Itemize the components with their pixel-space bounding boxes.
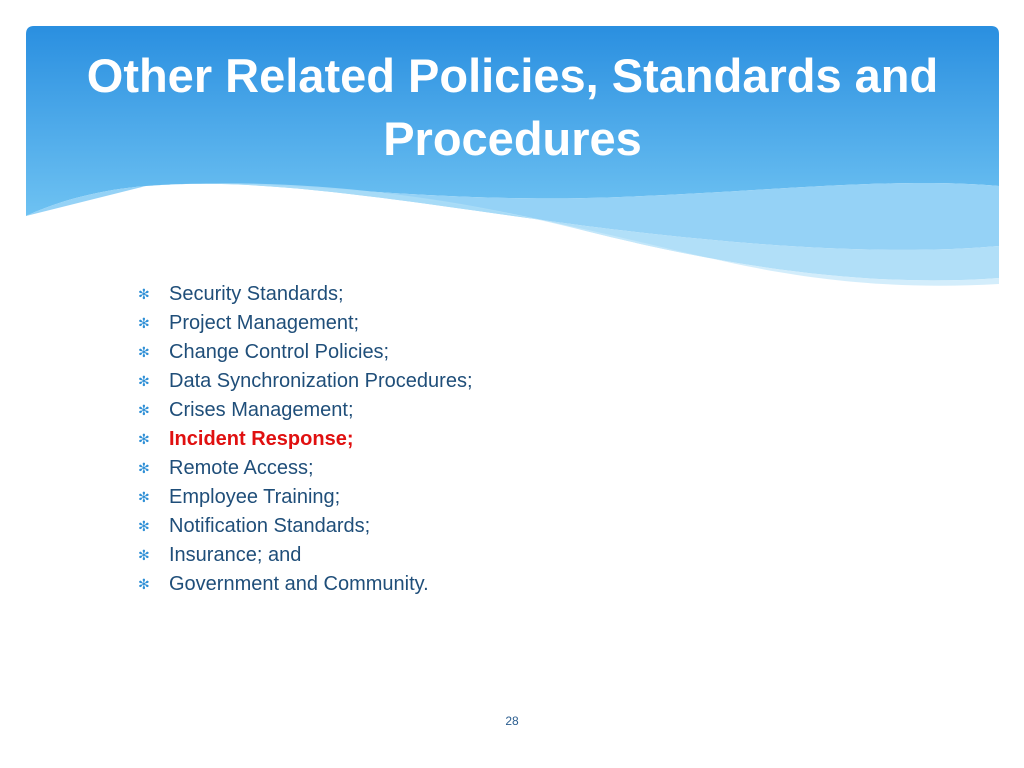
list-item-label: Change Control Policies; — [169, 341, 390, 363]
asterisk-bullet-icon: ✻ — [138, 373, 150, 389]
list-item — [138, 396, 473, 425]
asterisk-bullet-icon: ✻ — [138, 344, 150, 360]
list-item — [138, 454, 473, 483]
list-item — [138, 309, 473, 338]
list-item-highlighted — [138, 425, 473, 454]
asterisk-bullet-icon: ✻ — [138, 576, 150, 592]
list-item-label: Crises Management; — [169, 399, 354, 421]
list-item-label: Remote Access; — [169, 457, 314, 479]
list-item — [138, 512, 473, 541]
slide-title: Other Related Policies, Standards and Procedures — [86, 49, 939, 165]
list-item-label: Government and Community. — [169, 573, 429, 595]
list-item — [138, 541, 473, 570]
asterisk-bullet-icon: ✻ — [138, 547, 150, 563]
list-item — [138, 570, 473, 599]
list-item — [138, 280, 473, 309]
asterisk-bullet-icon: ✻ — [138, 518, 150, 534]
asterisk-bullet-icon: ✻ — [138, 315, 150, 331]
asterisk-bullet-icon: ✻ — [138, 489, 150, 505]
list-item-label-highlighted: Incident Response; — [169, 428, 354, 450]
asterisk-bullet-icon: ✻ — [138, 460, 150, 476]
list-item — [138, 338, 473, 367]
list-item — [138, 367, 473, 396]
asterisk-bullet-icon: ✻ — [138, 286, 150, 302]
asterisk-bullet-icon: ✻ — [138, 402, 150, 418]
asterisk-bullet-icon: ✻ — [138, 431, 150, 447]
page-number: 28 — [505, 714, 519, 728]
list-item-label: Data Synchronization Procedures; — [169, 370, 473, 392]
list-item — [138, 483, 473, 512]
list-item-label: Employee Training; — [169, 486, 341, 508]
list-item-label: Insurance; and — [169, 544, 302, 566]
bullet-list — [138, 280, 473, 599]
list-item-label: Security Standards; — [169, 283, 344, 305]
list-item-label: Project Management; — [169, 312, 360, 334]
list-item-label: Notification Standards; — [169, 515, 371, 537]
